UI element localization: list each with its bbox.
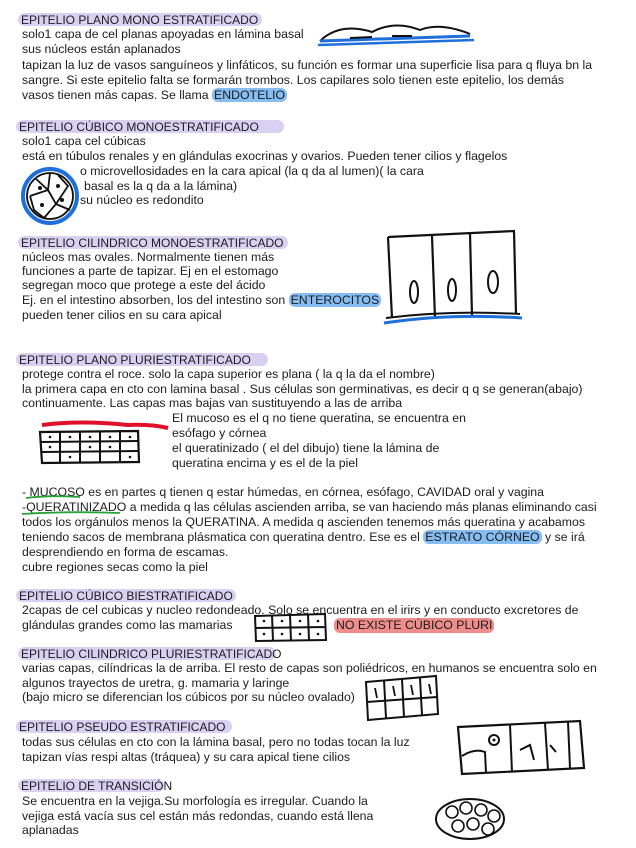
text-line: varias capas, cilíndricas la de arriba. El resto de capas son poliédricos, en humanos se encuentra solo en <box>22 661 597 675</box>
text-line: cubre regiones secas como la piel <box>22 560 208 574</box>
section-heading: EPITELIO PSEUDO ESTRATIFICADO <box>19 720 226 734</box>
text-line: sangre. Si este epitelio falta se formarán trombos. Los capilares solo tienen este epitelio, los demás <box>22 73 565 87</box>
text-line: basal es la q da a la lámina) <box>84 179 238 193</box>
text-fragment: Ej. en el intestino absorben, los del intestino son <box>22 293 286 307</box>
text-line: desprendiendo en forma de escamas. <box>22 545 229 559</box>
section-heading: EPITELIO CILINDRICO PLURIESTRATIFICADO <box>21 647 282 661</box>
text-fragment: vasos tienen más capas. Se llama <box>22 88 209 102</box>
text-line: pueden tener cilios en su cara apical <box>22 308 222 322</box>
mucoso-term: - MUCOSO <box>22 485 85 499</box>
text-line: 2capas de cel cubicas y nucleo redondeado. Solo se encuentra en el irirs y en conducto excretores de <box>22 603 579 617</box>
text-line: esófago y córnea <box>172 426 267 440</box>
text-line: segregan moco que protege a este del ácido <box>22 278 266 292</box>
text-line: solo1 capa cel cúbicas <box>22 134 146 148</box>
text-line: glándulas grandes como las mamarias <box>22 618 233 632</box>
text-line: algunos trayectos de uretra, g. mamaria y laringe <box>22 676 290 690</box>
text-line: vejiga está vacía sus cel están más redondas, cuando está llena <box>22 809 374 823</box>
endotelio-highlight: ENDOTELIO <box>214 88 286 102</box>
text-line: todas sus células en cto con la lámina basal, pero no todas tocan la luz <box>22 735 410 749</box>
text-line: tapizan vías respi altas (tráquea) y su cara apical tiene cilios <box>22 750 351 764</box>
section-heading: EPITELIO CILINDRICO MONOESTRATIFICADO <box>21 236 284 250</box>
text-line: todos los orgánulos menos la QUERATINA. A medida q ascienden tenemos más queratina y acabamos <box>22 515 585 529</box>
section-heading: EPITELIO DE TRANSICIÓN <box>21 779 173 793</box>
text-fragment: teniendo sacos de membrana plásmatica con queratina dentro. Ese es el <box>22 530 420 544</box>
text-line: está en túbulos renales y en glándulas exocrinas y ovarios. Pueden tener cilios y flagelos <box>22 149 508 163</box>
queratinizado-term: -QUERATINIZADO <box>22 500 127 514</box>
text-line: su núcleo es redondito <box>80 193 204 207</box>
text-line: tapizan la luz de vasos sanguíneos y linfáticos, su función es formar una superficie lisa para q fluya bn la <box>22 58 593 72</box>
section-heading: EPITELIO CÚBICO BIESTRATIFICADO <box>19 589 233 603</box>
text-line <box>22 500 597 515</box>
section-heading: EPITELIO PLANO MONO ESTRATIFICADO <box>21 13 259 27</box>
estrato-corneo-highlight: ESTRATO CÓRNEO <box>425 530 540 544</box>
text-line: Se encuentra en la vejiga.Su morfología es irregular. Cuando la <box>22 794 368 808</box>
text-line: funciones a parte de tapizar. Ej en el estomago <box>22 264 279 278</box>
text-line: queratina encima y es el de la piel <box>172 456 358 470</box>
text-line <box>22 88 287 103</box>
section-heading: EPITELIO CÚBICO MONOESTRATIFICADO <box>19 120 259 134</box>
text-line <box>22 293 381 308</box>
text-line: sus núcleos están aplanados <box>22 42 181 56</box>
text-line: aplanadas <box>22 823 79 837</box>
text-line: protege contra el roce. solo la capa superior es plana ( la q la da el nombre) <box>22 367 435 381</box>
text-line: solo1 capa de cel planas apoyadas en lámina basal <box>22 27 304 41</box>
text-line <box>22 530 585 545</box>
text-line <box>22 485 544 500</box>
text-line: el queratinizado ( el del dibujo) tiene la lámina de <box>172 441 440 455</box>
enterocitos-highlight: ENTEROCITOS <box>290 293 380 307</box>
text-fragment: a medida q las células ascienden arriba, se van haciendo más planas eliminando casi <box>126 500 597 514</box>
text-line: o microvellosidades en la cara apical (la q da al lumen)( la cara <box>80 164 424 178</box>
text-fragment: es en partes q tienen q estar húmedas, en córnea, esófago, CAVIDAD oral y vagina <box>84 485 544 499</box>
text-line: El mucoso es el q no tiene queratina, se encuentra en <box>172 411 466 425</box>
section-heading: EPITELIO PLANO PLURIESTRATIFICADO <box>19 353 251 367</box>
text-fragment: y se irá <box>541 530 585 544</box>
text-line: núcleos mas ovales. Normalmente tienen más <box>22 250 275 264</box>
text-line: la primera capa en cto con lamina basal . Sus células son germinativas, es decir q q se generan(abajo) <box>22 382 583 396</box>
no-existe-warning: NO EXISTE CÚBICO PLURI <box>336 618 493 632</box>
text-line: (bajo micro se diferencian los cúbicos por su núcleo ovalado) <box>22 690 355 704</box>
text-line: continuamente. Las capas mas bajas van sustituyendo a las de arriba <box>22 396 403 410</box>
